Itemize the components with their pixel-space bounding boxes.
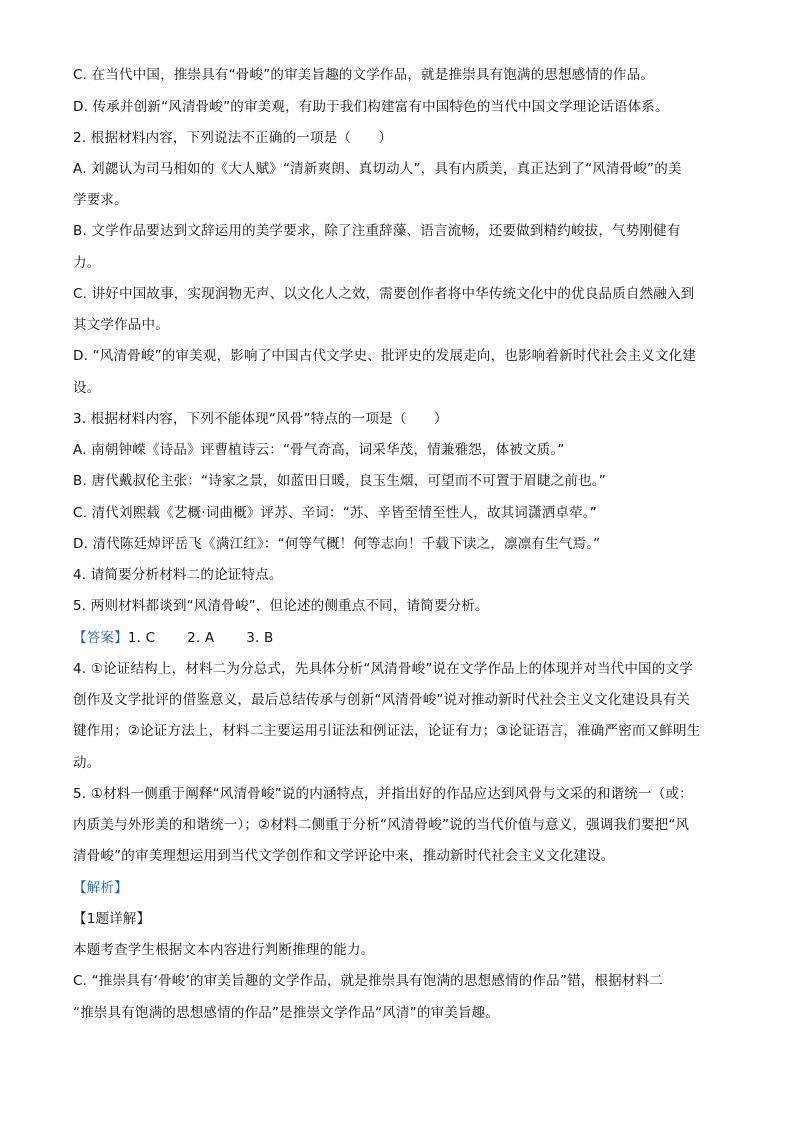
- option-d-text: D. 传承并创新“风清骨峻”的审美观，有助于我们构建富有中国特色的当代中国文学理论话语体系。: [73, 99, 669, 115]
- q2-option-a: A. 刘勰认为司马相如的《大人赋》“清新爽朗、真切动人”，具有内质美，真正达到了“风清骨峻”的美: [73, 161, 682, 177]
- q2-option-b-cont: 力。: [73, 255, 101, 271]
- q3-option-a: A. 南朝钟嵘《诗品》评曹植诗云：“骨气奇高，词采华茂，情兼雅怨，体被文质。”: [73, 442, 565, 458]
- q2-option-b: B. 文学作品要达到文辞运用的美学要求，除了注重辞藻、语言流畅，还要做到精约峻拔，气势刚健有: [73, 223, 681, 239]
- detail-line-3: “推崇具有饱满的思想感情的作品”是推崇文学作品“风清”的审美旨趣。: [73, 1005, 500, 1021]
- answer-5-line-3: 清骨峻”的审美理想运用到当代文学创作和文学评论中来，推动新时代社会主义文化建设。: [73, 848, 615, 864]
- detail-label: 【1题详解】: [73, 911, 151, 927]
- analysis-label: 【解析】: [73, 880, 128, 896]
- answer-5-line-1: 5. ①材料一侧重于阐释“风清骨峻”说的内涵特点，并指出好的作品应达到风骨与文采的和谐统一（或：: [73, 786, 693, 802]
- answer-items: 1. C 2. A 3. B: [127, 630, 274, 646]
- answer-4-line-2: 创作及文学批评的借鉴意义，最后总结传承与创新“风清骨峻”说对推动新时代社会主义文化建设具有关: [73, 692, 691, 708]
- q2-option-c: C. 讲好中国故事，实现润物无声、以文化人之效，需要创作者将中华传统文化中的优良品质自然融入到: [73, 286, 695, 302]
- option-c-text: C. 在当代中国，推崇具有“骨峻”的审美旨趣的文学作品，就是推崇具有饱满的思想感情的作品。: [73, 67, 654, 83]
- q2-option-d: D. “风清骨峻”的审美观，影响了中国古代文学史、批评史的发展走向，也影响着新时代社会主义文化建: [73, 348, 697, 364]
- answer-row: [73, 628, 273, 648]
- answer-4-line-4: 动。: [73, 755, 101, 771]
- q3-option-b: B. 唐代戴叔伦主张：“诗家之景，如蓝田日暖，良玉生烟，可望而不可置于眉睫之前也。”: [73, 473, 606, 489]
- q3-option-c: C. 清代刘熙载《艺概·词曲概》评苏、辛词：“苏、辛皆至情至性人，故其词潇洒卓荦。”: [73, 505, 597, 521]
- question-2: 2. 根据材料内容，下列说法不正确的一项是（ ）: [73, 130, 393, 146]
- answer-label: 【答案】: [73, 630, 128, 646]
- question-4: 4. 请简要分析材料二的论证特点。: [73, 567, 283, 583]
- answer-5-line-2: 内质美与外形美的和谐统一）；②材料二侧重于分析“风清骨峻”说的当代价值与意义，强调我们要把“风: [73, 817, 690, 833]
- question-5: 5. 两则材料都谈到“风清骨峻”，但论述的侧重点不同，请简要分析。: [73, 598, 489, 614]
- q2-option-d-cont: 设。: [73, 380, 101, 396]
- question-3: 3. 根据材料内容，下列不能体现“风骨”特点的一项是（ ）: [73, 411, 448, 427]
- q2-option-a-cont: 学要求。: [73, 192, 128, 208]
- q3-option-d: D. 清代陈廷焯评岳飞《满江红》：“何等气概！何等志向！千载下读之，凛凛有生气焉。”: [73, 536, 601, 552]
- q2-option-c-cont: 其文学作品中。: [73, 317, 169, 333]
- detail-line-1: 本题考查学生根据文本内容进行判断推理的能力。: [73, 942, 375, 958]
- answer-4-line-1: 4. ①论证结构上，材料二为分总式，先具体分析“风清骨峻”说在文学作品上的体现并对当代中国的文学: [73, 661, 693, 677]
- answer-4-line-3: 键作用；②论证方法上，材料二主要运用引证法和例证法，论证有力；③论证语言，准确严密而又鲜明生: [73, 723, 701, 739]
- detail-line-2: C. “推崇具有‘骨峻’的审美旨趣的文学作品，就是推崇具有饱满的思想感情的作品”错，根据材料二: [73, 973, 663, 989]
